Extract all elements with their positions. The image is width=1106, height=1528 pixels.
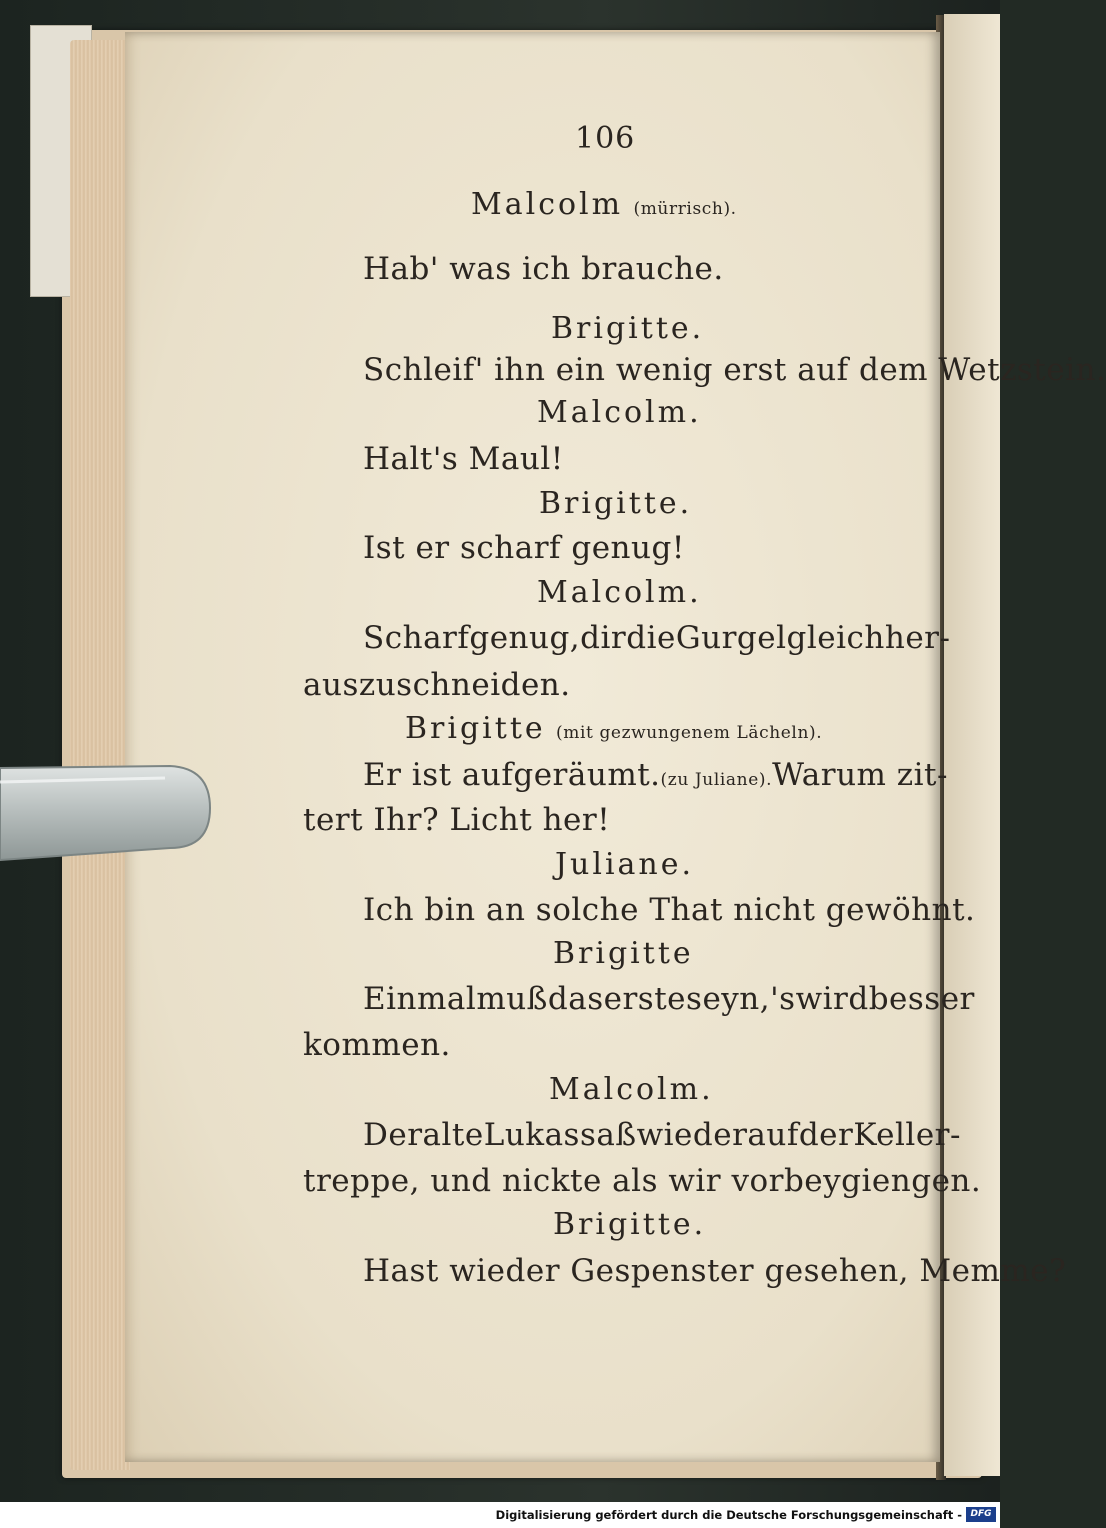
word: wieder	[636, 1117, 748, 1153]
word: Einmal	[363, 981, 477, 1017]
dialogue-line: tert Ihr? Licht her!	[303, 802, 611, 838]
page-number: 106	[575, 121, 636, 156]
word: Scharf	[363, 620, 470, 656]
word: her-	[884, 620, 951, 656]
word: muß	[476, 981, 548, 1017]
dialogue-line	[363, 620, 951, 656]
dialogue-line: Hab' was ich brauche.	[363, 251, 724, 287]
dialogue-line	[363, 757, 948, 793]
speaker-name: Juliane.	[555, 847, 695, 882]
word: 's	[770, 981, 796, 1017]
word: Gurgel	[675, 620, 787, 656]
speaker-name: Malcolm	[471, 187, 624, 222]
speaker-name: Brigitte	[553, 936, 694, 971]
speaker-name: Malcolm.	[549, 1072, 714, 1107]
book-page	[125, 32, 1106, 1462]
dialogue-line: auszuschneiden.	[303, 667, 571, 703]
speaker-name: Brigitte.	[553, 1207, 707, 1242]
word: seyn,	[686, 981, 771, 1017]
word: genug,	[469, 620, 581, 656]
word: wird	[795, 981, 869, 1017]
dialogue-line: treppe, und nickte als wir vorbeygiengen.	[303, 1163, 982, 1199]
dialogue-line	[363, 981, 975, 1017]
word: auf	[747, 1117, 799, 1153]
stage-direction: (zu Juliane).	[660, 770, 773, 790]
speaker-name: Brigitte.	[539, 486, 693, 521]
word: Keller-	[853, 1117, 961, 1153]
word: alte	[422, 1117, 484, 1153]
footer-bar	[0, 1502, 1000, 1528]
word: die	[626, 620, 676, 656]
word: erste	[603, 981, 687, 1017]
dialogue-line: Ich bin an solche That nicht gewöhnt.	[363, 892, 976, 928]
word: das	[547, 981, 604, 1017]
dialogue-line	[363, 1117, 961, 1153]
page-holder-clip	[0, 748, 212, 868]
speaker-line	[471, 189, 737, 220]
word: Lukas	[483, 1117, 580, 1153]
dialogue-line: kommen.	[303, 1027, 451, 1063]
word: besser	[868, 981, 975, 1017]
dialogue-text: Warum zit-	[772, 757, 948, 793]
dialogue-line: Schleif' ihn ein wenig erst auf dem Wetzstein.	[363, 352, 1106, 388]
word: dir	[580, 620, 627, 656]
speaker-name: Malcolm.	[537, 395, 702, 430]
dialogue-line: Ist er scharf genug!	[363, 530, 685, 566]
dialogue-line: Hast wieder Gespenster gesehen, Memme?	[363, 1253, 1067, 1289]
dfg-logo: DFG	[966, 1507, 996, 1522]
speaker-line	[405, 713, 822, 744]
stage-direction: (mürrisch).	[633, 199, 737, 219]
word: Der	[363, 1117, 423, 1153]
speaker-name: Brigitte.	[551, 311, 705, 346]
word: der	[798, 1117, 854, 1153]
dialogue-text: Er ist aufgeräumt.	[363, 757, 661, 793]
word: gleich	[786, 620, 885, 656]
stage-direction: (mit gezwungenem Lächeln).	[556, 723, 823, 743]
speaker-name: Brigitte	[405, 711, 546, 746]
speaker-name: Malcolm.	[537, 575, 702, 610]
word: saß	[579, 1117, 637, 1153]
funding-credit: Digitalisierung gefördert durch die Deutsche Forschungsgemeinschaft -	[495, 1508, 962, 1522]
dialogue-line: Halt's Maul!	[363, 441, 564, 477]
